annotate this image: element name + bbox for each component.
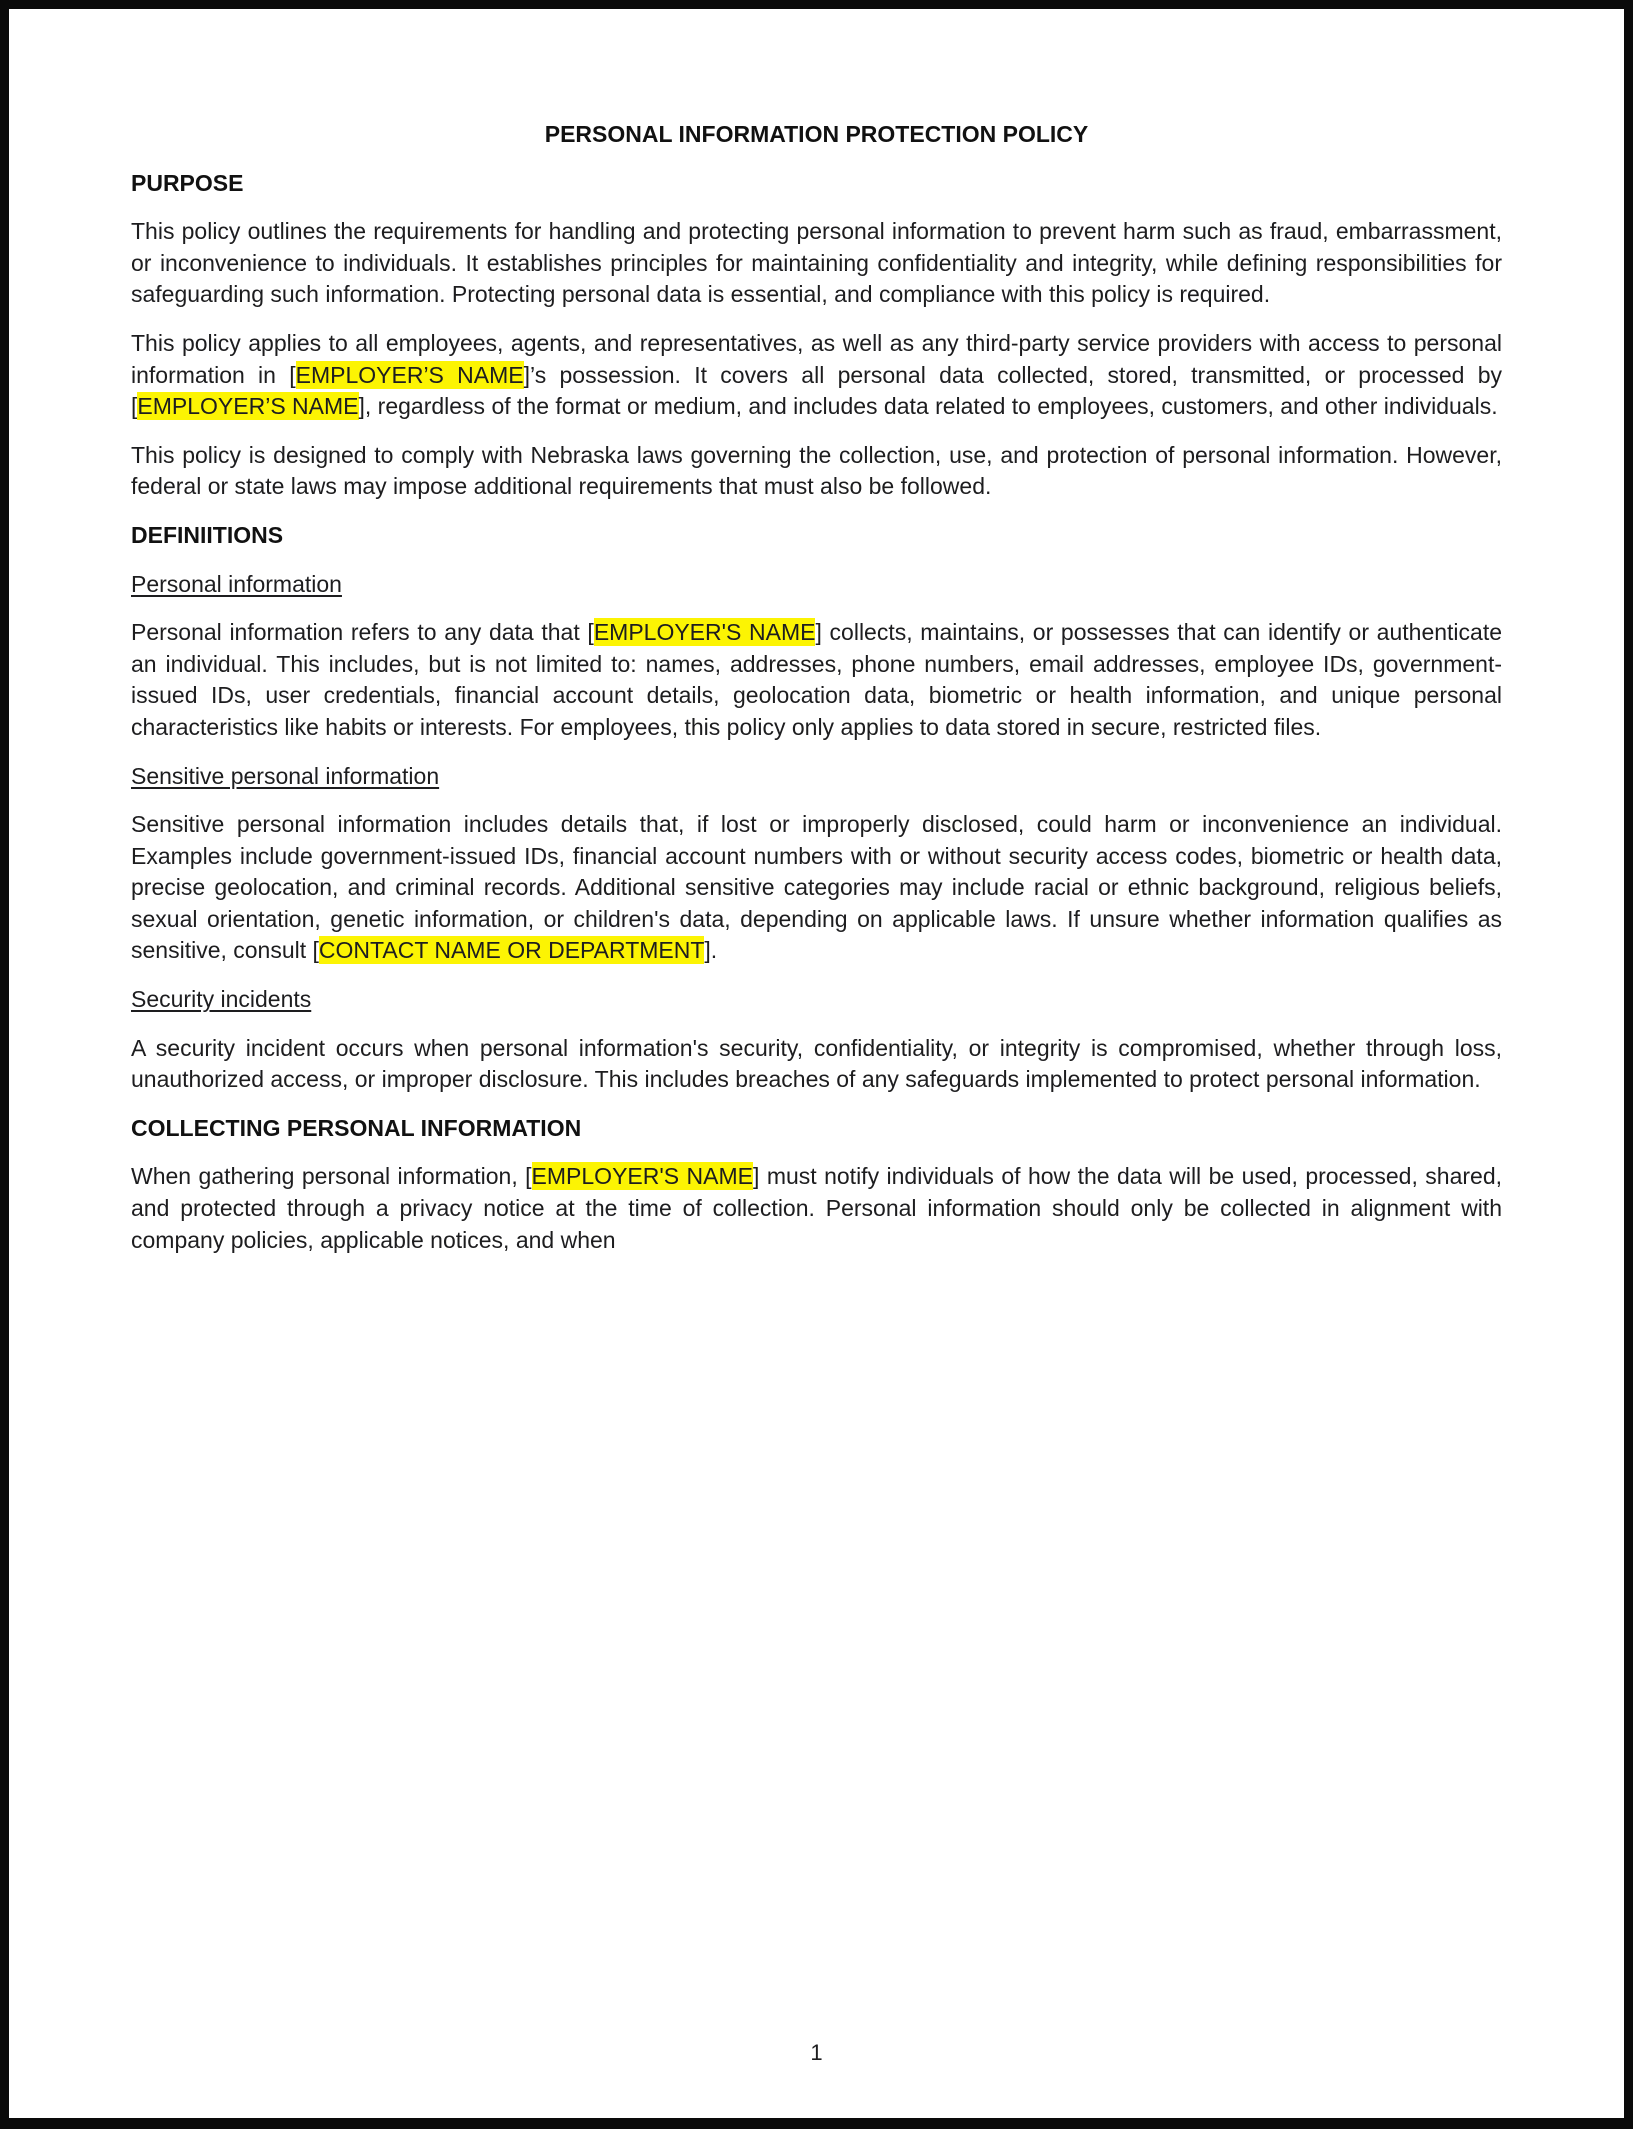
text-run: Sensitive personal information includes details that, if lost or improperly disclosed, could harm or inconvenience an individual. Examples include government-issued IDs, financial account numbers with or without security access codes, biometric or health data, precise geolocation, and criminal records. Additional sensitive categories may include racial or ethnic background, religious beliefs, sexual orientation, genetic information, or children's data, depending on applicable laws. If unsure whether information qualifies as sensitive, consult [ — [131, 811, 1502, 964]
paragraph — [131, 440, 1502, 503]
text-run: Personal information refers to any data that [ — [131, 619, 594, 646]
paragraph — [131, 328, 1502, 423]
section-heading: DEFINIITIONS — [131, 521, 284, 548]
paragraph — [131, 1161, 1502, 1256]
paragraph — [131, 1033, 1502, 1096]
highlighted-placeholder: EMPLOYER'S NAME — [593, 619, 816, 646]
section-heading: COLLECTING PERSONAL INFORMATION — [131, 1114, 582, 1141]
text-run: A security incident occurs when personal information's security, confidentiality, or integrity is compromised, whether through loss, unauthorized access, or improper disclosure. This includes breaches of any safeguards implemented to protect personal information. — [131, 1034, 1502, 1093]
highlighted-placeholder: CONTACT NAME OR DEPARTMENT — [318, 937, 705, 964]
subsection-heading: Sensitive personal information — [131, 762, 440, 789]
text-run: This policy applies to all employees, agents, and representatives, as well as any third-party service providers with access to personal information in [ — [131, 329, 1502, 388]
page-number: 1 — [810, 2040, 823, 2065]
highlighted-placeholder: EMPLOYER’S NAME — [295, 361, 524, 388]
highlighted-placeholder: EMPLOYER'S NAME — [531, 1163, 753, 1190]
document-body — [131, 168, 1502, 1257]
text-run: This policy is designed to comply with Nebraska laws governing the collection, use, and protection of personal information. However, federal or state laws may impose additional requirements that must also be followed. — [131, 441, 1502, 500]
paragraph — [131, 809, 1502, 967]
document-title: PERSONAL INFORMATION PROTECTION POLICY — [544, 121, 1089, 147]
section-heading: PURPOSE — [131, 169, 244, 196]
text-run: ], regardless of the format or medium, and includes data related to employees, customers, and other individuals. — [358, 393, 1498, 420]
text-run: This policy outlines the requirements for handling and protecting personal information to prevent harm such as fraud, embarrassment, or inconvenience to individuals. It establishes principles for maintaining confidentiality and integrity, while defining responsibilities for safeguarding such information. Protecting personal data is essential, and compliance with this policy is required. — [131, 218, 1502, 308]
paragraph — [131, 216, 1502, 311]
text-run: ]. — [704, 937, 718, 964]
paragraph — [131, 617, 1502, 743]
text-run: ] collects, maintains, or possesses that can identify or authenticate an individual. This includes, but is not limited to: names, addresses, phone numbers, email addresses, employee IDs, government-issued IDs, user credentials, financial account details, geolocation data, biometric or health information, and unique personal characteristics like habits or interests. For employees, this policy only applies to data stored in secure, restricted files. — [131, 619, 1503, 740]
highlighted-placeholder: EMPLOYER’S NAME — [137, 393, 359, 420]
document-content — [9, 9, 1624, 1256]
text-run: ] must notify individuals of how the data will be used, processed, shared, and protected through a privacy notice at the time of collection. Personal information should only be collected in alignment with company policies, applicable notices, and when — [131, 1163, 1502, 1253]
subsection-heading: Personal information — [131, 570, 342, 597]
text-run: ]’s possession. It covers all personal data collected, stored, transmitted, or processed by [ — [131, 361, 1502, 420]
text-run: When gathering personal information, [ — [131, 1163, 532, 1190]
subsection-heading: Security incidents — [131, 986, 312, 1013]
